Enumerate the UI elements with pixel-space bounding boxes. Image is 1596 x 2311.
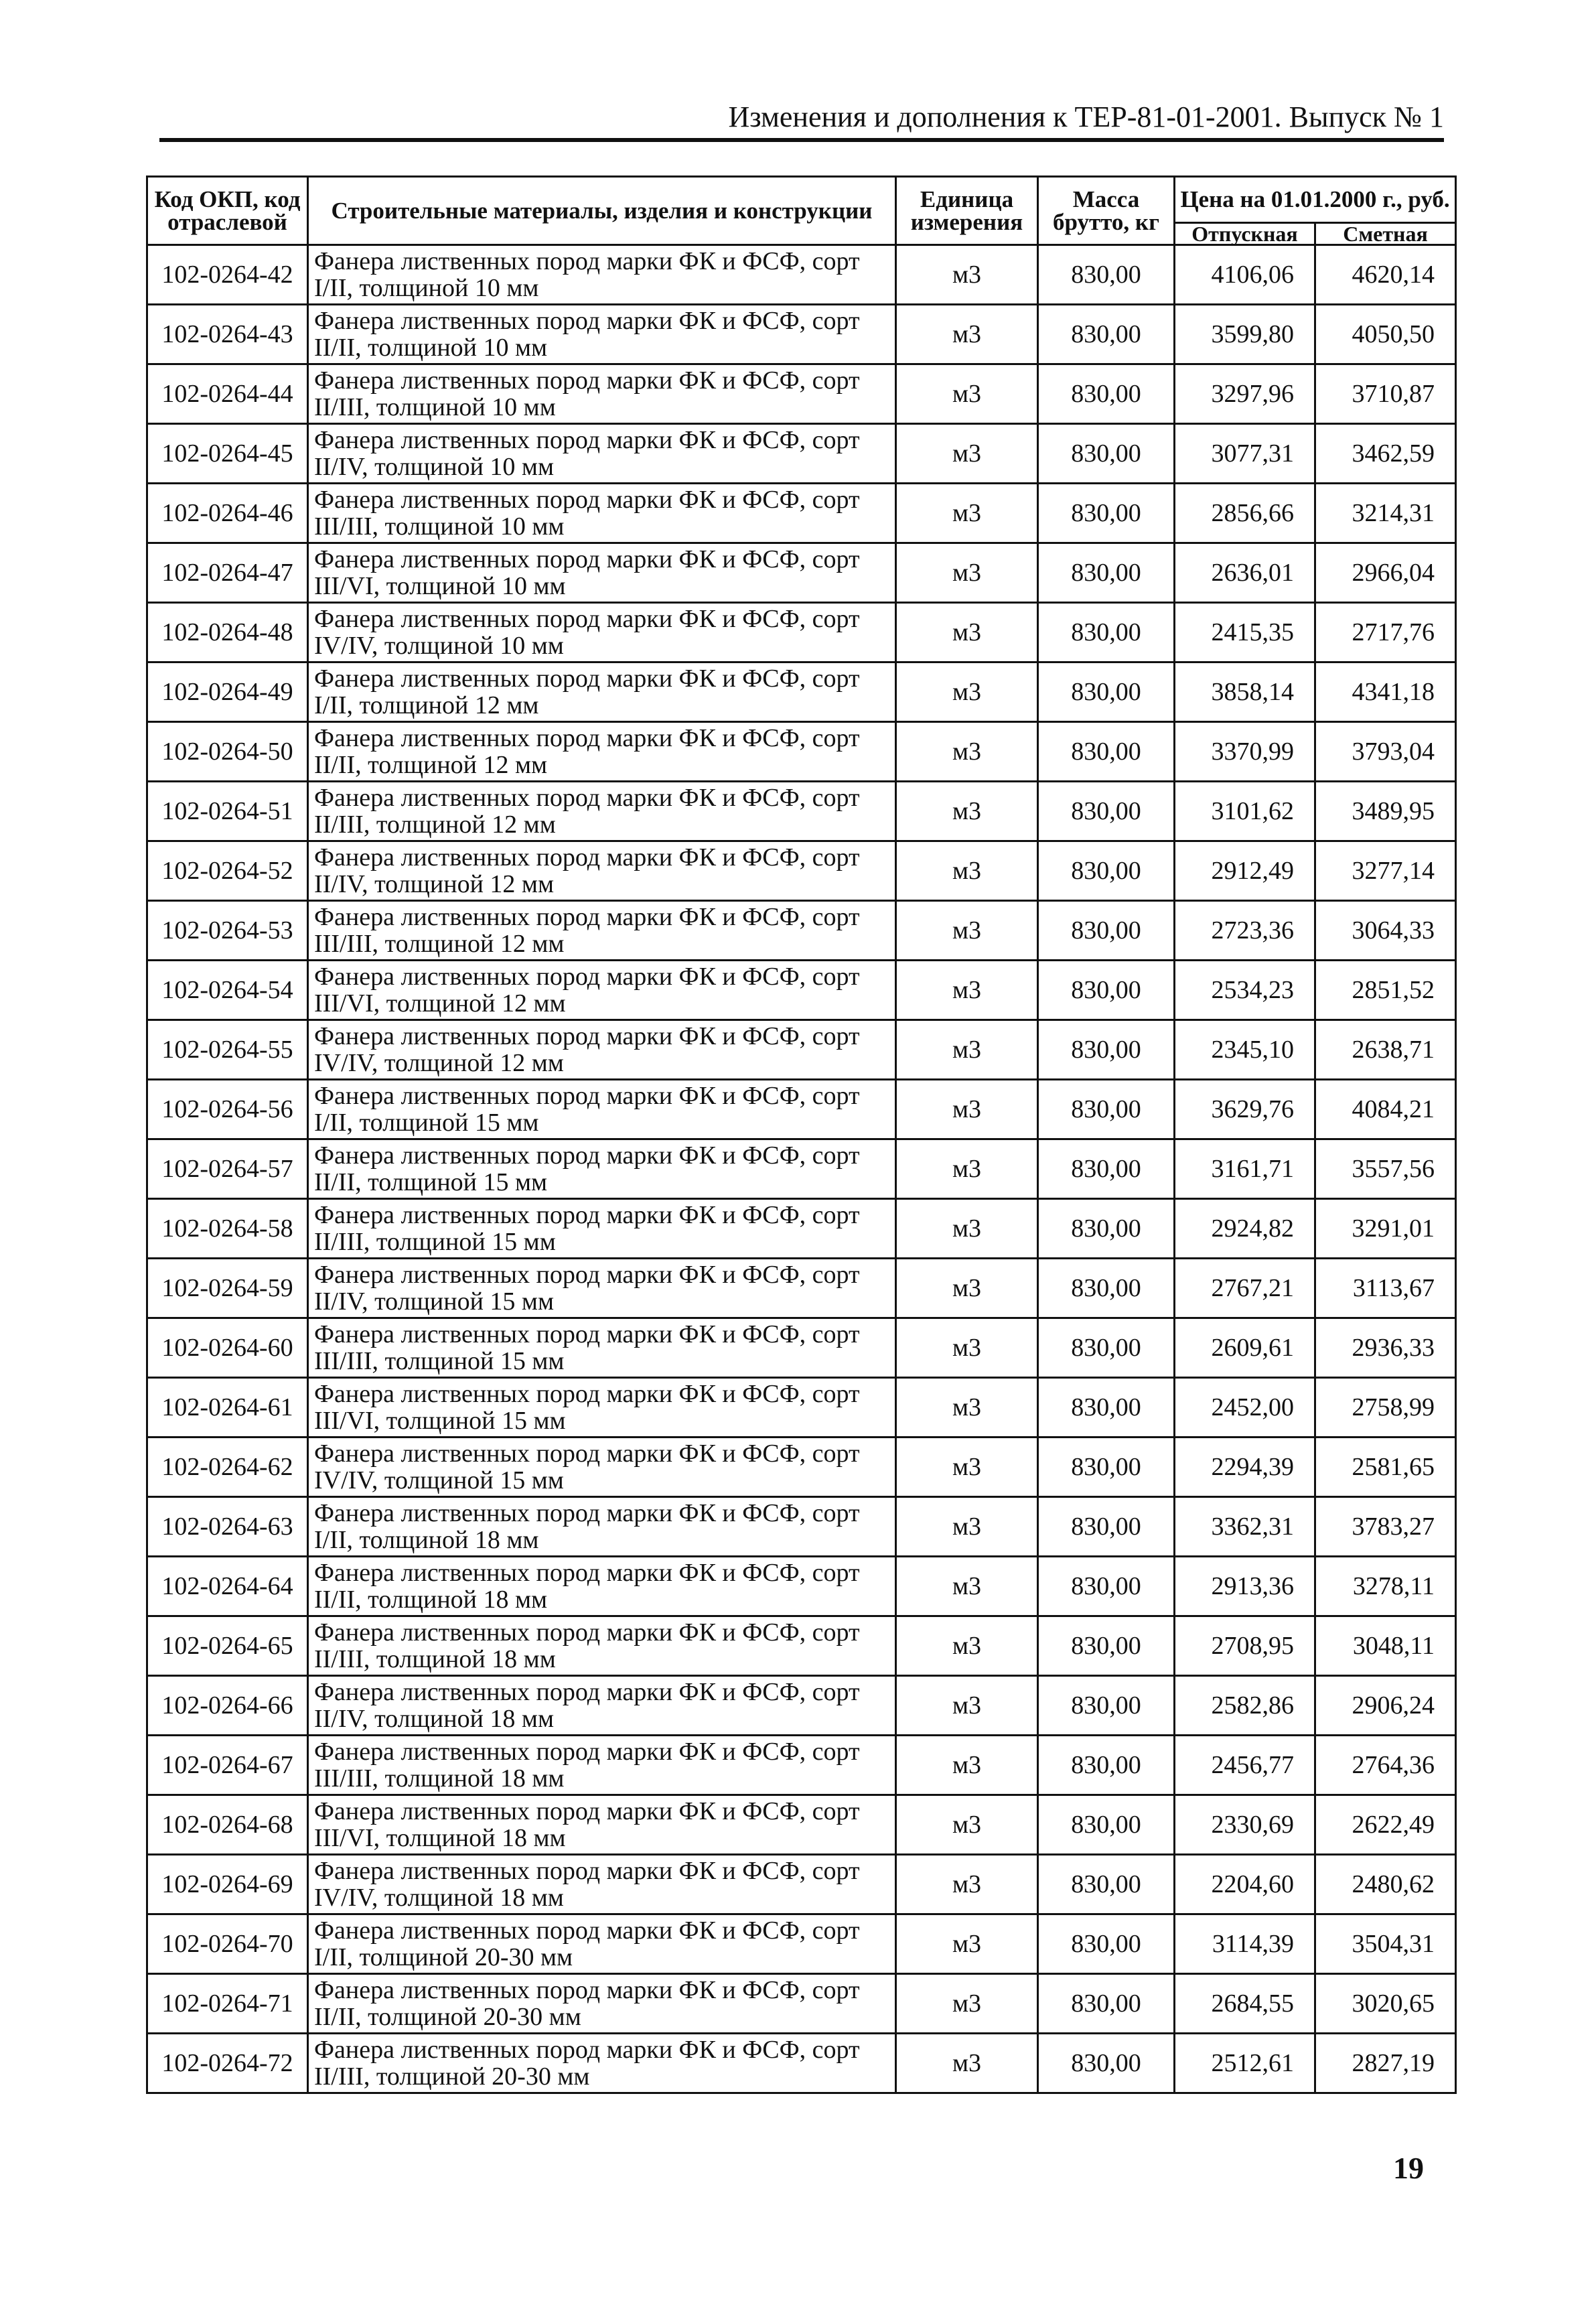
cell-mass: 830,00 <box>1038 662 1175 722</box>
cell-estimate-price: 3710,87 <box>1315 364 1456 424</box>
table-body <box>147 245 1456 2093</box>
cell-name: Фанера лиственных пород марки ФК и ФСФ, сорт II/III, толщиной 18 мм <box>308 1616 896 1676</box>
cell-mass: 830,00 <box>1038 1438 1175 1497</box>
cell-unit: м3 <box>896 424 1038 484</box>
cell-mass: 830,00 <box>1038 1318 1175 1378</box>
cell-code: 102-0264-67 <box>147 1736 308 1795</box>
cell-unit: м3 <box>896 901 1038 961</box>
cell-release-price: 2452,00 <box>1175 1378 1315 1438</box>
cell-unit: м3 <box>896 1914 1038 1974</box>
cell-estimate-price: 2622,49 <box>1315 1795 1456 1855</box>
cell-name: Фанера лиственных пород марки ФК и ФСФ, сорт III/III, толщиной 15 мм <box>308 1318 896 1378</box>
cell-unit: м3 <box>896 662 1038 722</box>
cell-name: Фанера лиственных пород марки ФК и ФСФ, сорт I/II, толщиной 10 мм <box>308 245 896 305</box>
cell-mass: 830,00 <box>1038 424 1175 484</box>
cell-release-price: 2609,61 <box>1175 1318 1315 1378</box>
cell-release-price: 3858,14 <box>1175 662 1315 722</box>
cell-release-price: 3629,76 <box>1175 1080 1315 1139</box>
cell-code: 102-0264-57 <box>147 1139 308 1199</box>
table-row <box>147 1139 1456 1199</box>
cell-estimate-price: 2906,24 <box>1315 1676 1456 1736</box>
cell-mass: 830,00 <box>1038 543 1175 603</box>
cell-name: Фанера лиственных пород марки ФК и ФСФ, сорт II/III, толщиной 12 мм <box>308 782 896 841</box>
table-row <box>147 245 1456 305</box>
cell-estimate-price: 4341,18 <box>1315 662 1456 722</box>
cell-unit: м3 <box>896 603 1038 662</box>
cell-name: Фанера лиственных пород марки ФК и ФСФ, сорт II/IV, толщиной 15 мм <box>308 1259 896 1318</box>
cell-code: 102-0264-54 <box>147 961 308 1020</box>
cell-estimate-price: 3113,67 <box>1315 1259 1456 1318</box>
cell-name: Фанера лиственных пород марки ФК и ФСФ, сорт II/IV, толщиной 12 мм <box>308 841 896 901</box>
cell-name: Фанера лиственных пород марки ФК и ФСФ, сорт I/II, толщиной 15 мм <box>308 1080 896 1139</box>
cell-unit: м3 <box>896 1736 1038 1795</box>
cell-code: 102-0264-66 <box>147 1676 308 1736</box>
cell-release-price: 2636,01 <box>1175 543 1315 603</box>
cell-mass: 830,00 <box>1038 1497 1175 1557</box>
cell-unit: м3 <box>896 782 1038 841</box>
cell-code: 102-0264-47 <box>147 543 308 603</box>
table-row <box>147 1259 1456 1318</box>
cell-code: 102-0264-42 <box>147 245 308 305</box>
cell-release-price: 2924,82 <box>1175 1199 1315 1259</box>
cell-mass: 830,00 <box>1038 1616 1175 1676</box>
cell-unit: м3 <box>896 1199 1038 1259</box>
cell-code: 102-0264-43 <box>147 305 308 364</box>
cell-code: 102-0264-68 <box>147 1795 308 1855</box>
table-row <box>147 1199 1456 1259</box>
cell-name: Фанера лиственных пород марки ФК и ФСФ, сорт IV/IV, толщиной 15 мм <box>308 1438 896 1497</box>
cell-code: 102-0264-55 <box>147 1020 308 1080</box>
cell-estimate-price: 2851,52 <box>1315 961 1456 1020</box>
cell-name: Фанера лиственных пород марки ФК и ФСФ, сорт III/VI, толщиной 18 мм <box>308 1795 896 1855</box>
cell-name: Фанера лиственных пород марки ФК и ФСФ, сорт III/III, толщиной 18 мм <box>308 1736 896 1795</box>
table-row <box>147 1974 1456 2034</box>
cell-code: 102-0264-49 <box>147 662 308 722</box>
cell-mass: 830,00 <box>1038 2034 1175 2093</box>
cell-release-price: 2856,66 <box>1175 484 1315 543</box>
table-row <box>147 1378 1456 1438</box>
cell-code: 102-0264-46 <box>147 484 308 543</box>
cell-release-price: 2294,39 <box>1175 1438 1315 1497</box>
table-row <box>147 1616 1456 1676</box>
cell-unit: м3 <box>896 1497 1038 1557</box>
cell-release-price: 3599,80 <box>1175 305 1315 364</box>
cell-estimate-price: 2638,71 <box>1315 1020 1456 1080</box>
cell-estimate-price: 3064,33 <box>1315 901 1456 961</box>
cell-mass: 830,00 <box>1038 1139 1175 1199</box>
cell-code: 102-0264-70 <box>147 1914 308 1974</box>
cell-name: Фанера лиственных пород марки ФК и ФСФ, сорт II/II, толщиной 12 мм <box>308 722 896 782</box>
cell-release-price: 3077,31 <box>1175 424 1315 484</box>
cell-release-price: 2204,60 <box>1175 1855 1315 1914</box>
table-row <box>147 603 1456 662</box>
cell-name: Фанера лиственных пород марки ФК и ФСФ, сорт IV/IV, толщиной 10 мм <box>308 603 896 662</box>
cell-unit: м3 <box>896 245 1038 305</box>
table-row <box>147 782 1456 841</box>
cell-estimate-price: 3048,11 <box>1315 1616 1456 1676</box>
table-row <box>147 364 1456 424</box>
table-row <box>147 662 1456 722</box>
cell-release-price: 3362,31 <box>1175 1497 1315 1557</box>
cell-name: Фанера лиственных пород марки ФК и ФСФ, сорт I/II, толщиной 20-30 мм <box>308 1914 896 1974</box>
cell-mass: 830,00 <box>1038 484 1175 543</box>
cell-unit: м3 <box>896 1438 1038 1497</box>
cell-mass: 830,00 <box>1038 1974 1175 2034</box>
cell-unit: м3 <box>896 2034 1038 2093</box>
cell-code: 102-0264-45 <box>147 424 308 484</box>
cell-estimate-price: 3504,31 <box>1315 1914 1456 1974</box>
column-header-price-group: Цена на 01.01.2000 г., руб. <box>1175 177 1456 223</box>
cell-estimate-price: 4050,50 <box>1315 305 1456 364</box>
cell-code: 102-0264-52 <box>147 841 308 901</box>
cell-estimate-price: 3462,59 <box>1315 424 1456 484</box>
cell-estimate-price: 4084,21 <box>1315 1080 1456 1139</box>
cell-estimate-price: 3793,04 <box>1315 722 1456 782</box>
cell-release-price: 3161,71 <box>1175 1139 1315 1199</box>
table-row <box>147 1497 1456 1557</box>
cell-release-price: 2582,86 <box>1175 1676 1315 1736</box>
table-row <box>147 722 1456 782</box>
column-header-release: Отпускная <box>1175 223 1315 245</box>
table-row <box>147 841 1456 901</box>
cell-release-price: 2415,35 <box>1175 603 1315 662</box>
cell-name: Фанера лиственных пород марки ФК и ФСФ, сорт II/III, толщиной 15 мм <box>308 1199 896 1259</box>
cell-mass: 830,00 <box>1038 603 1175 662</box>
cell-release-price: 3114,39 <box>1175 1914 1315 1974</box>
cell-estimate-price: 4620,14 <box>1315 245 1456 305</box>
cell-code: 102-0264-62 <box>147 1438 308 1497</box>
cell-mass: 830,00 <box>1038 1020 1175 1080</box>
cell-code: 102-0264-60 <box>147 1318 308 1378</box>
cell-mass: 830,00 <box>1038 901 1175 961</box>
cell-unit: м3 <box>896 1795 1038 1855</box>
cell-code: 102-0264-58 <box>147 1199 308 1259</box>
cell-name: Фанера лиственных пород марки ФК и ФСФ, сорт II/IV, толщиной 10 мм <box>308 424 896 484</box>
cell-code: 102-0264-44 <box>147 364 308 424</box>
table-row <box>147 1676 1456 1736</box>
cell-name: Фанера лиственных пород марки ФК и ФСФ, сорт II/III, толщиной 20-30 мм <box>308 2034 896 2093</box>
cell-release-price: 3370,99 <box>1175 722 1315 782</box>
cell-name: Фанера лиственных пород марки ФК и ФСФ, сорт IV/IV, толщиной 18 мм <box>308 1855 896 1914</box>
cell-unit: м3 <box>896 1616 1038 1676</box>
cell-mass: 830,00 <box>1038 1259 1175 1318</box>
column-header-code: Код ОКП, код отраслевой <box>147 177 308 245</box>
price-table <box>146 176 1457 2094</box>
cell-estimate-price: 3277,14 <box>1315 841 1456 901</box>
cell-mass: 830,00 <box>1038 1914 1175 1974</box>
cell-estimate-price: 2966,04 <box>1315 543 1456 603</box>
cell-code: 102-0264-53 <box>147 901 308 961</box>
cell-unit: м3 <box>896 364 1038 424</box>
page-number: 19 <box>1393 2151 1424 2185</box>
cell-unit: м3 <box>896 1020 1038 1080</box>
cell-name: Фанера лиственных пород марки ФК и ФСФ, сорт III/VI, толщиной 15 мм <box>308 1378 896 1438</box>
cell-mass: 830,00 <box>1038 364 1175 424</box>
cell-estimate-price: 2936,33 <box>1315 1318 1456 1378</box>
cell-estimate-price: 3557,56 <box>1315 1139 1456 1199</box>
cell-code: 102-0264-50 <box>147 722 308 782</box>
cell-mass: 830,00 <box>1038 1557 1175 1616</box>
cell-code: 102-0264-48 <box>147 603 308 662</box>
table-header <box>147 177 1456 245</box>
cell-unit: м3 <box>896 1318 1038 1378</box>
cell-name: Фанера лиственных пород марки ФК и ФСФ, сорт II/II, толщиной 15 мм <box>308 1139 896 1199</box>
table-row <box>147 2034 1456 2093</box>
cell-code: 102-0264-63 <box>147 1497 308 1557</box>
cell-estimate-price: 3020,65 <box>1315 1974 1456 2034</box>
table-row <box>147 1736 1456 1795</box>
cell-estimate-price: 3291,01 <box>1315 1199 1456 1259</box>
cell-unit: м3 <box>896 1378 1038 1438</box>
cell-code: 102-0264-59 <box>147 1259 308 1318</box>
cell-unit: м3 <box>896 305 1038 364</box>
cell-release-price: 2767,21 <box>1175 1259 1315 1318</box>
cell-estimate-price: 2764,36 <box>1315 1736 1456 1795</box>
column-header-mass: Масса брутто, кг <box>1038 177 1175 245</box>
cell-name: Фанера лиственных пород марки ФК и ФСФ, сорт IV/IV, толщиной 12 мм <box>308 1020 896 1080</box>
cell-mass: 830,00 <box>1038 841 1175 901</box>
cell-release-price: 4106,06 <box>1175 245 1315 305</box>
table-row <box>147 484 1456 543</box>
cell-name: Фанера лиственных пород марки ФК и ФСФ, сорт I/II, толщиной 18 мм <box>308 1497 896 1557</box>
cell-release-price: 2456,77 <box>1175 1736 1315 1795</box>
cell-mass: 830,00 <box>1038 722 1175 782</box>
table-row <box>147 1020 1456 1080</box>
cell-release-price: 2912,49 <box>1175 841 1315 901</box>
cell-name: Фанера лиственных пород марки ФК и ФСФ, сорт II/II, толщиной 10 мм <box>308 305 896 364</box>
table-row <box>147 1855 1456 1914</box>
cell-name: Фанера лиственных пород марки ФК и ФСФ, сорт III/VI, толщиной 10 мм <box>308 543 896 603</box>
cell-unit: м3 <box>896 722 1038 782</box>
cell-code: 102-0264-64 <box>147 1557 308 1616</box>
cell-code: 102-0264-69 <box>147 1855 308 1914</box>
cell-mass: 830,00 <box>1038 961 1175 1020</box>
cell-release-price: 2684,55 <box>1175 1974 1315 2034</box>
cell-name: Фанера лиственных пород марки ФК и ФСФ, сорт III/VI, толщиной 12 мм <box>308 961 896 1020</box>
cell-code: 102-0264-61 <box>147 1378 308 1438</box>
cell-name: Фанера лиственных пород марки ФК и ФСФ, сорт II/III, толщиной 10 мм <box>308 364 896 424</box>
table-row <box>147 901 1456 961</box>
table-row <box>147 1914 1456 1974</box>
cell-estimate-price: 3278,11 <box>1315 1557 1456 1616</box>
cell-name: Фанера лиственных пород марки ФК и ФСФ, сорт II/II, толщиной 18 мм <box>308 1557 896 1616</box>
cell-name: Фанера лиственных пород марки ФК и ФСФ, сорт II/II, толщиной 20-30 мм <box>308 1974 896 2034</box>
cell-name: Фанера лиственных пород марки ФК и ФСФ, сорт I/II, толщиной 12 мм <box>308 662 896 722</box>
cell-estimate-price: 2827,19 <box>1315 2034 1456 2093</box>
cell-release-price: 2534,23 <box>1175 961 1315 1020</box>
column-header-unit: Единица измерения <box>896 177 1038 245</box>
cell-estimate-price: 2717,76 <box>1315 603 1456 662</box>
column-header-estimate: Сметная <box>1315 223 1456 245</box>
cell-release-price: 3297,96 <box>1175 364 1315 424</box>
table-row <box>147 961 1456 1020</box>
cell-estimate-price: 2480,62 <box>1315 1855 1456 1914</box>
cell-release-price: 2913,36 <box>1175 1557 1315 1616</box>
cell-code: 102-0264-51 <box>147 782 308 841</box>
cell-release-price: 3101,62 <box>1175 782 1315 841</box>
cell-unit: м3 <box>896 543 1038 603</box>
cell-code: 102-0264-65 <box>147 1616 308 1676</box>
cell-unit: м3 <box>896 1080 1038 1139</box>
cell-release-price: 2708,95 <box>1175 1616 1315 1676</box>
table-row <box>147 1795 1456 1855</box>
table-row <box>147 543 1456 603</box>
cell-release-price: 2345,10 <box>1175 1020 1315 1080</box>
cell-unit: м3 <box>896 1974 1038 2034</box>
cell-name: Фанера лиственных пород марки ФК и ФСФ, сорт II/IV, толщиной 18 мм <box>308 1676 896 1736</box>
cell-mass: 830,00 <box>1038 1736 1175 1795</box>
cell-release-price: 2330,69 <box>1175 1795 1315 1855</box>
cell-estimate-price: 2758,99 <box>1315 1378 1456 1438</box>
cell-mass: 830,00 <box>1038 245 1175 305</box>
table-row <box>147 1080 1456 1139</box>
cell-unit: м3 <box>896 841 1038 901</box>
cell-unit: м3 <box>896 484 1038 543</box>
cell-unit: м3 <box>896 1139 1038 1199</box>
cell-release-price: 2723,36 <box>1175 901 1315 961</box>
cell-unit: м3 <box>896 1855 1038 1914</box>
cell-name: Фанера лиственных пород марки ФК и ФСФ, сорт III/III, толщиной 12 мм <box>308 901 896 961</box>
cell-unit: м3 <box>896 1557 1038 1616</box>
header-rule <box>159 138 1444 142</box>
cell-mass: 830,00 <box>1038 1080 1175 1139</box>
cell-estimate-price: 2581,65 <box>1315 1438 1456 1497</box>
cell-mass: 830,00 <box>1038 782 1175 841</box>
table-row <box>147 1438 1456 1497</box>
cell-mass: 830,00 <box>1038 1378 1175 1438</box>
cell-code: 102-0264-56 <box>147 1080 308 1139</box>
cell-mass: 830,00 <box>1038 305 1175 364</box>
column-header-name: Строительные материалы, изделия и конструкции <box>308 177 896 245</box>
cell-mass: 830,00 <box>1038 1199 1175 1259</box>
cell-unit: м3 <box>896 1259 1038 1318</box>
cell-mass: 830,00 <box>1038 1855 1175 1914</box>
table-row <box>147 1557 1456 1616</box>
cell-unit: м3 <box>896 961 1038 1020</box>
table-row <box>147 424 1456 484</box>
cell-estimate-price: 3489,95 <box>1315 782 1456 841</box>
cell-name: Фанера лиственных пород марки ФК и ФСФ, сорт III/III, толщиной 10 мм <box>308 484 896 543</box>
cell-release-price: 2512,61 <box>1175 2034 1315 2093</box>
cell-unit: м3 <box>896 1676 1038 1736</box>
cell-estimate-price: 3783,27 <box>1315 1497 1456 1557</box>
cell-mass: 830,00 <box>1038 1676 1175 1736</box>
cell-estimate-price: 3214,31 <box>1315 484 1456 543</box>
page-header-title: Изменения и дополнения к ТЕР-81-01-2001. Выпуск № 1 <box>728 100 1444 133</box>
table-row <box>147 305 1456 364</box>
cell-code: 102-0264-72 <box>147 2034 308 2093</box>
cell-code: 102-0264-71 <box>147 1974 308 2034</box>
table-row <box>147 1318 1456 1378</box>
cell-mass: 830,00 <box>1038 1795 1175 1855</box>
